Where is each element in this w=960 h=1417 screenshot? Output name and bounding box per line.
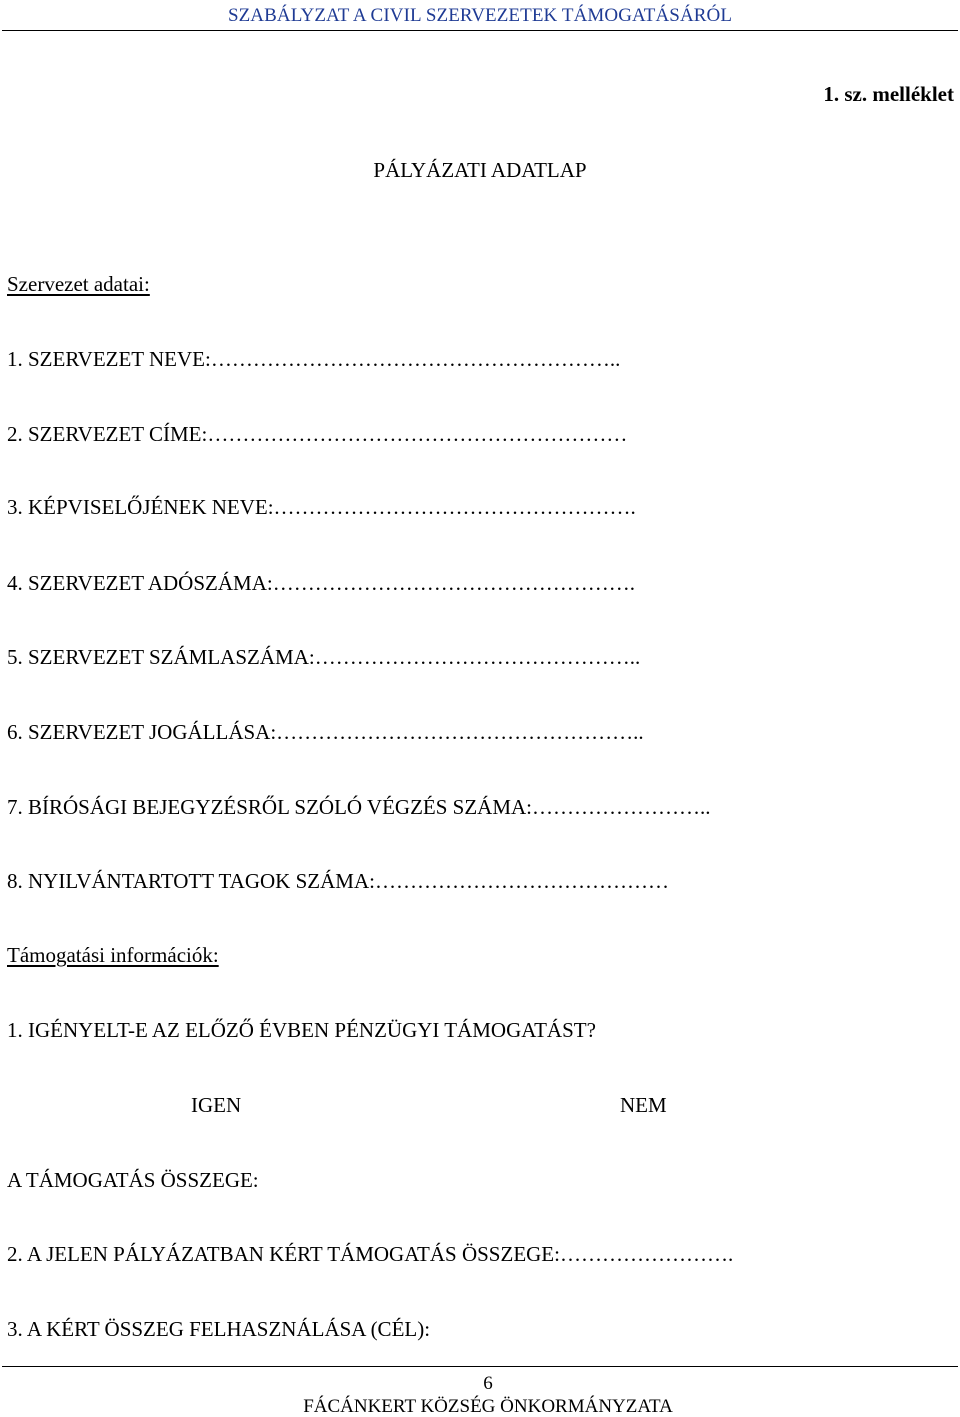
support-section-heading: Támogatási információk: [7, 943, 219, 967]
running-header: SZABÁLYZAT A CIVIL SZERVEZETEK TÁMOGATÁSÁRÓL [227, 5, 733, 26]
question-purpose: 3. A KÉRT ÖSSZEG FELHASZNÁLÁSA (CÉL): [7, 1317, 431, 1341]
field-legal-status: 6. SZERVEZET JOGÁLLÁSA:…………………………………………….. [7, 720, 644, 744]
field-organization-address: 2. SZERVEZET CÍME:…………………………………………………… [7, 422, 628, 446]
question-requested-amount: 2. A JELEN PÁLYÁZATBAN KÉRT TÁMOGATÁS ÖSSZEGE:……………………. [7, 1242, 734, 1266]
running-footer: FÁCÁNKERT KÖZSÉG ÖNKORMÁNYZATA [303, 1396, 673, 1417]
field-member-count: 8. NYILVÁNTARTOTT TAGOK SZÁMA:…………………………………… [7, 869, 669, 893]
option-no: NEM [620, 1093, 667, 1117]
support-amount-label: A TÁMOGATÁS ÖSSZEGE: [7, 1168, 259, 1192]
field-organization-name: 1. SZERVEZET NEVE:………………………………………………….. [7, 347, 621, 371]
annex-label: 1. sz. melléklet [823, 82, 954, 106]
form-title: PÁLYÁZATI ADATLAP [373, 158, 587, 182]
organization-section-heading: Szervezet adatai: [7, 272, 150, 296]
field-representative-name: 3. KÉPVISELŐJÉNEK NEVE:……………………………………………. [7, 495, 636, 519]
option-yes: IGEN [191, 1093, 242, 1117]
field-tax-number: 4. SZERVEZET ADÓSZÁMA:……………………………………………. [7, 571, 635, 595]
field-bank-account: 5. SZERVEZET SZÁMLASZÁMA:……………………………………….. [7, 645, 641, 669]
page-number: 6 [483, 1373, 493, 1394]
footer-divider [2, 1366, 958, 1367]
header-divider [2, 30, 958, 31]
field-court-registration: 7. BÍRÓSÁGI BEJEGYZÉSRŐL SZÓLÓ VÉGZÉS SZÁMA:…………………….. [7, 795, 711, 819]
question-previous-support: 1. IGÉNYELT-E AZ ELŐZŐ ÉVBEN PÉNZÜGYI TÁMOGATÁST? [7, 1018, 596, 1042]
